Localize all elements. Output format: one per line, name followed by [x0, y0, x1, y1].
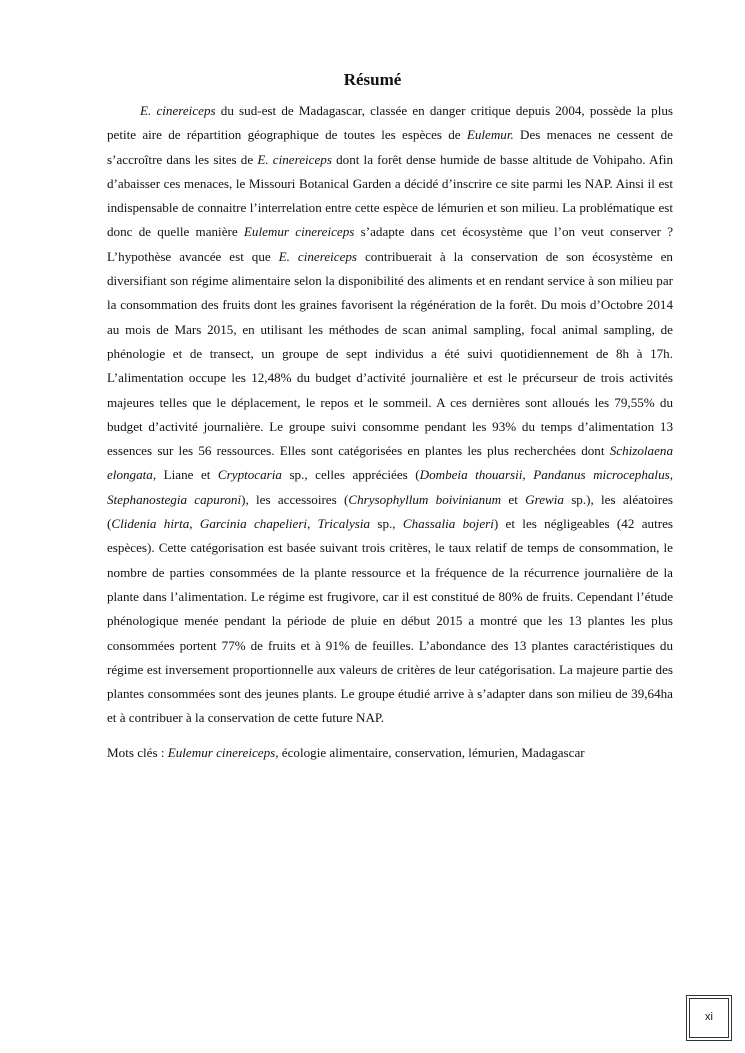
text-segment: , Liane et — [152, 467, 218, 483]
text-segment: Des menaces ne cessent de s’accroître dans les sites de — [107, 127, 673, 167]
text-segment: ), les accessoires ( — [241, 491, 349, 507]
italic-term: Eulemur cinereiceps — [243, 224, 355, 240]
page-number-box — [686, 995, 732, 1041]
italic-term: E. cinereiceps — [140, 103, 216, 118]
text-segment: , — [189, 516, 200, 532]
italic-term: Chassalia bojeri — [402, 516, 494, 532]
page-number: xi — [705, 1011, 713, 1023]
text-segment: sp.), les aléatoires ( — [107, 491, 674, 532]
italic-term: Cryptocaria — [217, 467, 282, 483]
text-segment: dont la forêt dense humide de basse altitude de Vohipaho. Afin d’abaisser ces menaces, le Missouri Botanical Garden a décidé d’inscrire ce site parmi les NAP. Ainsi il est indispensable de connaitre l’interrelation entre cette espèce de lémurien et son milieu. La problématique est donc de quelle manière — [107, 151, 674, 240]
italic-term: Garcinia chapelieri — [199, 516, 308, 532]
text-segment: du sud-est de Madagascar, classée en danger critique depuis 2004, possède la plus petite aire de répartition géographique de toutes les espèces de — [107, 103, 673, 143]
text-segment: sp., celles appréciées ( — [281, 467, 420, 483]
italic-term: Dombeia thouarsii, Pandanus microcephalus, Stephanostegia capuroni — [107, 467, 673, 507]
italic-term: Tricalysia — [317, 516, 371, 532]
text-segment: s’adapte dans cet écosystème que l’on veut conserver ? L’hypothèse avancée est que — [107, 224, 674, 264]
italic-term: Schizolaena elongata — [107, 443, 673, 483]
italic-term: Grewia — [525, 491, 564, 507]
text-segment: ) et les négligeables (42 autres espèces). Cette catégorisation est basée suivant trois critères, le taux relatif de temps de consommation, le nombre de parties consommées de la plante ressource et la fréquence de la récurrence journalière de la plante dans l’alimentation. Le régime est frugivore, car il est constitué de 80% de fruits. Cependant l’étude phénologique menée pendant la période de pluie en début 2015 a montré que les 13 plantes les plus consommées portent 77% de fruits et à 91% de feuilles. L’abondance des 13 plantes caractéristiques du régime est inversement proportionnelle aux valeurs de critères de leur catégorisation. La majeure partie des plantes consommées sont des jeunes plants. Le groupe étudié arrive à s’adapter dans son milieu de 39,64ha et à contribuer à la conservation de cette future NAP. — [107, 516, 673, 726]
text-segment: , — [307, 516, 318, 532]
keywords-list: , écologie alimentaire, conservation, lémurien, Madagascar — [275, 745, 585, 760]
italic-term: E. cinereiceps — [278, 248, 358, 264]
abstract-paragraph — [107, 99, 673, 731]
text-segment: contribuerait à la conservation de son écosystème en diversifiant son régime alimentaire selon la disponibilité des aliments et en rendant service à son milieu par la consommation des fruits dont les graines favorisent la régénération de la forêt. Du mois d’Octobre 2014 au mois de Mars 2015, en utilisant les méthodes de scan animal sampling, focal animal sampling, de phénologie et de transect, un groupe de sept individus a été suivi quotidiennement de 8h à 17h. L’alimentation occupe les 12,48% du budget d’activité journalière et est le précurseur de trois activités majeures telles que le déplacement, le repos et le sommeil. A ces dernières sont alloués les 79,55% du budget d’activité journalière. Le groupe suivi consomme pendant les 93% du temps d’alimentation 13 essences sur les 56 ressources. Elles sont catégorisées en plantes les plus recherchées dont — [107, 248, 673, 459]
italic-term: Chrysophyllum boivinianum — [348, 491, 502, 507]
text-segment: et — [501, 491, 526, 507]
italic-term: Clidenia hirta — [111, 516, 190, 532]
keywords-species: Eulemur cinereiceps — [167, 745, 276, 760]
italic-term: Eulemur. — [466, 127, 514, 143]
italic-term: E. cinereiceps — [257, 151, 332, 167]
text-segment: sp., — [370, 516, 403, 532]
page-title: Résumé — [343, 70, 402, 89]
keywords-label: Mots clés : — [107, 745, 168, 760]
keywords-line — [107, 741, 673, 765]
